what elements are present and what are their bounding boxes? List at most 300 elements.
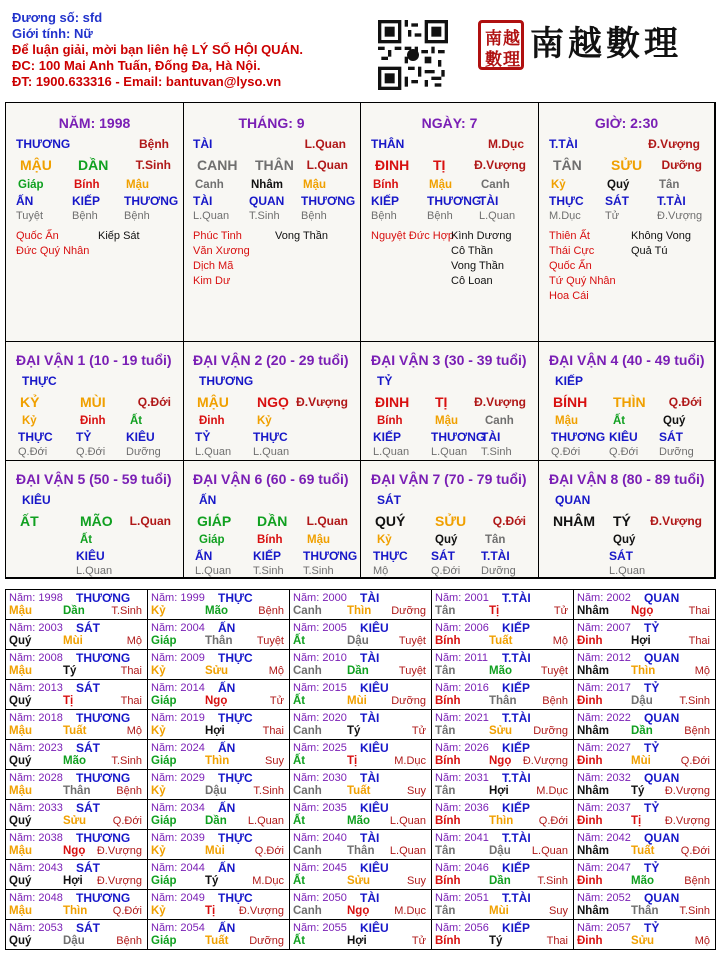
- year-branch: Sửu: [63, 815, 87, 827]
- year-stem: Ất: [293, 635, 306, 647]
- year-god: KIẾP: [502, 621, 531, 635]
- year-god: TÀI: [360, 651, 380, 665]
- year-stage: L.Quan: [531, 845, 568, 857]
- hidden-god: THỰC: [549, 194, 584, 208]
- pillar-2: [183, 103, 361, 342]
- qr-code-icon: [378, 20, 448, 90]
- year-stem: Ất: [293, 875, 306, 887]
- year-stage: Tử: [553, 605, 568, 617]
- hidden-stem: Tân: [659, 179, 680, 191]
- year-cell: [290, 590, 432, 619]
- year-cell: [574, 710, 715, 739]
- year-stem: Quý: [9, 695, 32, 707]
- year-god: KIÊU: [360, 801, 389, 815]
- year-god: KIẾP: [502, 921, 531, 935]
- year-branch: Dần: [489, 875, 511, 887]
- year-stage: Thai: [262, 725, 284, 737]
- year-cell: [574, 830, 715, 859]
- year-branch: Sửu: [631, 935, 655, 947]
- year-label: Năm: 2007: [577, 622, 631, 634]
- year-branch: Tý: [63, 665, 77, 677]
- year-stage: Thai: [546, 935, 568, 947]
- year-stage: Suy: [407, 785, 426, 797]
- year-stage: Suy: [265, 755, 284, 767]
- year-cell: [432, 770, 574, 799]
- year-god: T.TÀI: [502, 591, 531, 605]
- year-stem: Bính: [435, 755, 461, 767]
- year-label: Năm: 2054: [151, 922, 205, 934]
- year-cell: [148, 800, 290, 829]
- dai-van-hidden-god: KIÊU: [76, 549, 105, 563]
- dai-van-hidden-god: KIẾP: [253, 549, 282, 563]
- dai-van-hidden-god: T.TÀI: [481, 549, 510, 563]
- star-left: Quốc Ấn: [16, 230, 59, 242]
- dai-van-hidden-god: THỰC: [253, 430, 288, 444]
- dai-van-god: QUAN: [555, 493, 591, 507]
- year-god: TỶ: [644, 801, 660, 815]
- year-stage: Tử: [411, 725, 426, 737]
- year-cell: [6, 890, 148, 919]
- dai-van-hidden: Ất: [613, 415, 626, 427]
- year-label: Năm: 2000: [293, 592, 347, 604]
- year-label: Năm: 1999: [151, 592, 205, 604]
- year-stem: Giáp: [151, 875, 177, 887]
- year-god: THỰC: [218, 651, 253, 665]
- year-cell: [574, 650, 715, 679]
- year-god: TỶ: [644, 681, 660, 695]
- seal-char-4: 理: [503, 50, 520, 70]
- year-branch: Tuất: [63, 725, 87, 737]
- year-stage: Thai: [688, 635, 710, 647]
- year-branch: Tị: [63, 695, 74, 707]
- dai-van-branch: THÌN: [613, 394, 646, 410]
- star-left: Nguyệt Đức Hợp: [371, 230, 455, 242]
- year-label: Năm: 2053: [9, 922, 63, 934]
- year-stage: T.Sinh: [111, 755, 142, 767]
- year-row: [6, 890, 715, 920]
- year-stem: Bính: [435, 695, 461, 707]
- seal-char-1: 南: [485, 29, 502, 49]
- year-label: Năm: 2033: [9, 802, 63, 814]
- year-stem: Ất: [293, 695, 306, 707]
- hidden-stem: Canh: [195, 179, 224, 191]
- dai-van-stage: L.Quan: [129, 514, 171, 528]
- pillar-title: NGÀY: 7: [421, 115, 478, 131]
- header-info: [12, 10, 352, 90]
- year-stage: T.Sinh: [111, 605, 142, 617]
- year-branch: Tị: [347, 755, 358, 767]
- year-label: Năm: 2003: [9, 622, 63, 634]
- dai-van-branch: TỊ: [435, 394, 448, 410]
- year-branch: Thìn: [347, 605, 372, 617]
- year-cell: [432, 830, 574, 859]
- star-right: Cô Loan: [451, 275, 493, 287]
- star-left: Đức Quý Nhân: [16, 245, 90, 257]
- year-label: Năm: 2005: [293, 622, 347, 634]
- year-cell: [290, 620, 432, 649]
- year-stem: Mậu: [9, 785, 32, 797]
- earthly-branch: DẦN: [78, 157, 109, 173]
- year-label: Năm: 2056: [435, 922, 489, 934]
- year-branch: Mùi: [205, 845, 225, 857]
- year-stem: Bính: [435, 875, 461, 887]
- hidden-god: THƯƠNG: [427, 194, 482, 208]
- year-branch: Mão: [489, 665, 512, 677]
- phone-line: ĐT: 1900.633316 - Email: bantuvan@lyso.vn: [12, 74, 282, 89]
- year-god: TỶ: [644, 921, 660, 935]
- year-stem: Tân: [435, 905, 456, 917]
- year-cell: [148, 710, 290, 739]
- dai-van-hidden-stage: Dưỡng: [659, 446, 694, 458]
- year-label: Năm: 2047: [577, 862, 631, 874]
- year-stem: Tân: [435, 785, 456, 797]
- year-god: SÁT: [76, 681, 100, 695]
- star-left: Phúc Tinh: [193, 230, 242, 242]
- year-cell: [6, 860, 148, 889]
- year-stage: T.Sinh: [679, 695, 710, 707]
- year-label: Năm: 2040: [293, 832, 347, 844]
- year-cell: [432, 590, 574, 619]
- year-branch: Tị: [631, 815, 642, 827]
- year-god: TÀI: [360, 591, 380, 605]
- pillar-title: NĂM: 1998: [58, 115, 131, 131]
- year-row: [6, 920, 715, 950]
- dai-van-hidden: Mậu: [555, 415, 578, 427]
- year-god: KIÊU: [360, 621, 389, 635]
- year-stem: Canh: [293, 905, 322, 917]
- star-left: Kim Dư: [193, 275, 231, 287]
- year-cell: [6, 710, 148, 739]
- year-god: KIẾP: [502, 861, 531, 875]
- year-branch: Tuất: [489, 635, 513, 647]
- dai-van-hidden-god: ẤN: [195, 549, 213, 563]
- year-branch: Dậu: [489, 845, 511, 857]
- year-row: [6, 710, 715, 740]
- hidden-god: KIẾP: [371, 194, 400, 208]
- year-stage: Q.Đới: [680, 755, 710, 767]
- year-label: Năm: 2014: [151, 682, 205, 694]
- year-cell: [290, 680, 432, 709]
- hidden-god: TÀI: [479, 194, 499, 208]
- year-cell: [148, 830, 290, 859]
- year-stage: Q.Đới: [112, 905, 142, 917]
- year-label: Năm: 2025: [293, 742, 347, 754]
- year-god: ẤN: [218, 801, 236, 815]
- year-branch: Dần: [631, 725, 653, 737]
- year-stem: Canh: [293, 845, 322, 857]
- dai-van-hidden: Canh: [485, 415, 514, 427]
- dai-van-hidden-god: KIẾP: [373, 430, 402, 444]
- dai-van-hidden-stage: L.Quan: [195, 565, 232, 577]
- year-branch: Tý: [631, 785, 645, 797]
- year-stem: Giáp: [151, 695, 177, 707]
- year-branch: Ngọ: [347, 905, 370, 917]
- year-stage: Dưỡng: [249, 935, 284, 947]
- year-row: [6, 590, 715, 620]
- year-label: Năm: 2038: [9, 832, 63, 844]
- dai-van-god: TỶ: [377, 374, 393, 388]
- year-label: Năm: 2042: [577, 832, 631, 844]
- star-right: Quả Tú: [631, 245, 668, 257]
- year-branch: Hợi: [63, 875, 83, 887]
- year-cell: [432, 800, 574, 829]
- year-branch: Hợi: [347, 935, 367, 947]
- pillar-4: [539, 103, 715, 342]
- year-god: QUAN: [644, 831, 680, 845]
- year-label: Năm: 2030: [293, 772, 347, 784]
- dai-van-hidden-god: TỶ: [76, 430, 92, 444]
- dai-van-hidden: Ất: [130, 415, 143, 427]
- dai-van-stem: MẬU: [197, 394, 229, 410]
- pillar-stage-top: L.Quan: [304, 137, 346, 151]
- dai-van-hidden-god: KIÊU: [126, 430, 155, 444]
- year-god: KIÊU: [360, 681, 389, 695]
- year-label: Năm: 2046: [435, 862, 489, 874]
- dai-van-hidden-stage: Q.Đới: [609, 446, 639, 458]
- year-branch: Hợi: [489, 785, 509, 797]
- hidden-stage: Tuyệt: [16, 210, 44, 222]
- year-cell: [6, 620, 148, 649]
- star-right: Kiếp Sát: [98, 230, 140, 242]
- year-stage: Mộ: [126, 635, 142, 647]
- hidden-god: QUAN: [249, 194, 285, 208]
- hidden-god: SÁT: [605, 194, 629, 208]
- hidden-stem: Giáp: [18, 179, 44, 191]
- year-cell: [148, 890, 290, 919]
- year-label: Năm: 2051: [435, 892, 489, 904]
- dai-van-5: [6, 461, 184, 578]
- hidden-stem: Bính: [74, 179, 100, 191]
- dai-van-hidden: Đinh: [80, 415, 106, 427]
- year-label: Năm: 2027: [577, 742, 631, 754]
- dai-van-hidden: Đinh: [199, 415, 225, 427]
- year-god: TÀI: [360, 711, 380, 725]
- year-branch: Dậu: [631, 695, 653, 707]
- pillar-1: [6, 103, 184, 342]
- hidden-stem: Nhâm: [251, 179, 283, 191]
- year-cell: [574, 680, 715, 709]
- year-stem: Quý: [9, 815, 32, 827]
- year-label: Năm: 2048: [9, 892, 63, 904]
- dai-van-hidden-stage: Mộ: [373, 565, 389, 577]
- year-god: THƯƠNG: [76, 711, 131, 725]
- hidden-stage: Bệnh: [301, 210, 327, 222]
- year-god: TÀI: [360, 771, 380, 785]
- dai-van-title: ĐẠI VẬN 2 (20 - 29 tuổi): [193, 352, 349, 368]
- year-god: SÁT: [76, 621, 100, 635]
- owner-name: Đương số: sfd: [12, 10, 103, 25]
- year-branch: Sửu: [489, 725, 513, 737]
- year-stem: Đinh: [577, 875, 603, 887]
- year-stem: Canh: [293, 785, 322, 797]
- year-stem: Quý: [9, 935, 32, 947]
- year-stage: Suy: [407, 875, 426, 887]
- dai-van-hidden-stage: L.Quan: [431, 446, 468, 458]
- year-god: QUAN: [644, 711, 680, 725]
- year-branch: Thân: [63, 785, 91, 797]
- year-stage: Tuyệt: [540, 665, 568, 677]
- year-god: QUAN: [644, 771, 680, 785]
- year-cell: [6, 800, 148, 829]
- year-cell: [432, 920, 574, 949]
- year-cell: [574, 890, 715, 919]
- year-label: Năm: 2016: [435, 682, 489, 694]
- year-god: KIẾP: [502, 681, 531, 695]
- year-stem: Mậu: [9, 905, 32, 917]
- year-god: QUAN: [644, 591, 680, 605]
- year-branch: Tị: [205, 905, 216, 917]
- year-stem: Ất: [293, 815, 306, 827]
- year-stage: L.Quan: [247, 815, 284, 827]
- dai-van-hidden-stage: L.Quan: [195, 446, 232, 458]
- year-stem: Kỷ: [151, 725, 166, 737]
- year-cell: [432, 740, 574, 769]
- year-label: Năm: 2029: [151, 772, 205, 784]
- dai-van-hidden-stage: T.Sinh: [481, 446, 512, 458]
- year-label: Năm: 2044: [151, 862, 205, 874]
- dai-van-hidden-stage: T.Sinh: [253, 565, 284, 577]
- year-god: T.TÀI: [502, 771, 531, 785]
- year-label: Năm: 2035: [293, 802, 347, 814]
- hidden-stage: L.Quan: [479, 210, 516, 222]
- dai-van-title: ĐẠI VẬN 3 (30 - 39 tuổi): [371, 352, 527, 368]
- dai-van-stage: Q.Đới: [492, 514, 526, 528]
- year-cell: [6, 650, 148, 679]
- year-god: THỰC: [218, 711, 253, 725]
- star-left: Thiên Ất: [549, 230, 590, 242]
- year-god: SÁT: [76, 801, 100, 815]
- dai-van-branch: TÝ: [613, 513, 631, 529]
- star-right: Vong Thần: [275, 230, 329, 242]
- year-god: THỰC: [218, 771, 253, 785]
- year-row: [6, 860, 715, 890]
- year-stem: Mậu: [9, 605, 32, 617]
- year-label: Năm: 2024: [151, 742, 205, 754]
- dai-van-hidden-stage: Dưỡng: [126, 446, 161, 458]
- year-cell: [148, 650, 290, 679]
- year-stem: Nhâm: [577, 845, 609, 857]
- dai-van-hidden-stage: L.Quan: [253, 446, 290, 458]
- year-god: THƯƠNG: [76, 831, 131, 845]
- hidden-stage: M.Dục: [549, 210, 581, 222]
- year-label: Năm: 2013: [9, 682, 63, 694]
- year-stem: Tân: [435, 725, 456, 737]
- year-stage: M.Dục: [536, 785, 568, 797]
- year-stem: Tân: [435, 665, 456, 677]
- year-branch: Dậu: [63, 935, 85, 947]
- year-stem: Giáp: [151, 755, 177, 767]
- year-stem: Quý: [9, 635, 32, 647]
- address-line: ĐC: 100 Mai Anh Tuấn, Đống Đa, Hà Nội.: [12, 58, 261, 73]
- year-label: Năm: 2043: [9, 862, 63, 874]
- star-left: Tứ Quý Nhân: [549, 275, 616, 287]
- year-branch: Mão: [205, 605, 228, 617]
- hidden-stem: Kỷ: [551, 179, 566, 191]
- pillar-stage-top: Đ.Vượng: [648, 137, 700, 151]
- pillar-stage-top: Bệnh: [139, 137, 169, 151]
- year-branch: Hợi: [631, 635, 651, 647]
- hidden-stem: Canh: [481, 179, 510, 191]
- dai-van-stem: ĐINH: [375, 394, 410, 410]
- year-cell: [290, 770, 432, 799]
- year-branch: Thân: [205, 635, 233, 647]
- year-branch: Mão: [347, 815, 370, 827]
- dai-van-hidden-god: TỶ: [195, 430, 211, 444]
- year-cell: [432, 860, 574, 889]
- year-branch: Thìn: [205, 755, 230, 767]
- year-branch: Tuất: [631, 845, 655, 857]
- dai-van-title: ĐẠI VẬN 1 (10 - 19 tuổi): [16, 352, 172, 368]
- year-branch: Mão: [63, 755, 86, 767]
- dai-van-3: [361, 342, 539, 461]
- year-label: Năm: 2041: [435, 832, 489, 844]
- dai-van-stem: NHÂM: [553, 513, 595, 529]
- year-stem: Tân: [435, 845, 456, 857]
- dai-van-stem: QUÝ: [375, 513, 406, 529]
- year-cell: [432, 680, 574, 709]
- year-stem: Đinh: [577, 635, 603, 647]
- dai-van-god: SÁT: [377, 493, 401, 507]
- star-right: Kình Dương: [451, 230, 512, 242]
- dai-van-stage: Q.Đới: [137, 395, 171, 409]
- year-cell: [290, 800, 432, 829]
- year-cell: [432, 650, 574, 679]
- year-stem: Kỷ: [151, 905, 166, 917]
- year-stage: Thai: [120, 695, 142, 707]
- dai-van-god: THỰC: [22, 374, 57, 388]
- year-branch: Tý: [489, 935, 503, 947]
- year-god: TỶ: [644, 861, 660, 875]
- dai-van-hidden-god: TÀI: [481, 430, 501, 444]
- dai-van-hidden: Giáp: [199, 534, 225, 546]
- dai-van-stage: Đ.Vượng: [474, 395, 526, 409]
- star-right: Cô Thần: [451, 245, 493, 257]
- year-branch: Mùi: [347, 695, 367, 707]
- dai-van-god: KIÊU: [22, 493, 51, 507]
- year-cell: [290, 740, 432, 769]
- dai-van-hidden: Quý: [435, 534, 458, 546]
- pillar-god: THÂN: [371, 137, 405, 151]
- year-stage: Mộ: [552, 635, 568, 647]
- year-god: SÁT: [76, 741, 100, 755]
- dai-van-hidden-stage: L.Quan: [76, 565, 113, 577]
- year-label: Năm: 2009: [151, 652, 205, 664]
- year-stem: Đinh: [577, 815, 603, 827]
- year-branch: Dần: [347, 665, 369, 677]
- year-label: Năm: 2020: [293, 712, 347, 724]
- year-stage: Bệnh: [258, 605, 284, 617]
- year-row: [6, 770, 715, 800]
- star-left: Dịch Mã: [193, 260, 234, 272]
- year-cell: [148, 680, 290, 709]
- year-god: SÁT: [76, 921, 100, 935]
- year-stem: Bính: [435, 815, 461, 827]
- year-god: KIẾP: [502, 741, 531, 755]
- hidden-stage: Tử: [605, 210, 620, 222]
- year-stage: Đ.Vượng: [238, 905, 284, 917]
- dai-van-hidden: Kỷ: [257, 415, 272, 427]
- dai-van-hidden-stage: Q.Đới: [551, 446, 581, 458]
- year-cell: [6, 590, 148, 619]
- star-left: Hoa Cái: [549, 290, 589, 302]
- year-stage: Tuyệt: [398, 665, 426, 677]
- year-stem: Ất: [293, 935, 306, 947]
- year-label: Năm: 2010: [293, 652, 347, 664]
- year-stage: Tử: [269, 695, 284, 707]
- dai-van-stage: Đ.Vượng: [650, 514, 702, 528]
- year-branch: Sửu: [205, 665, 229, 677]
- year-stage: Q.Đới: [254, 845, 284, 857]
